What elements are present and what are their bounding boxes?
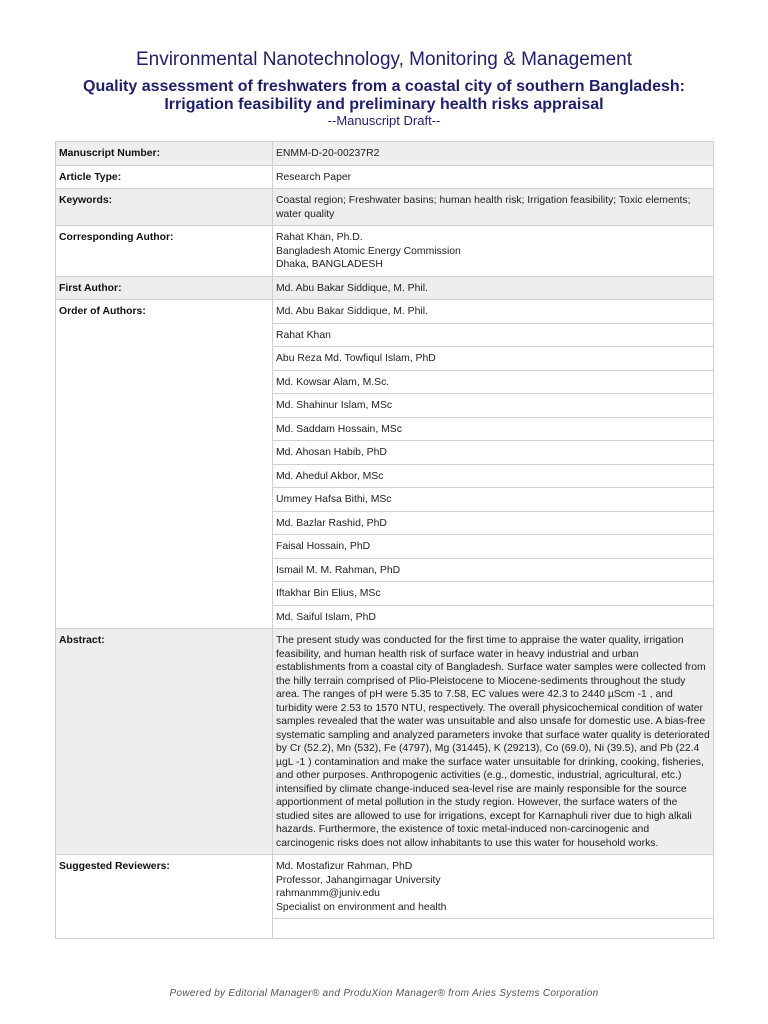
author-1: Md. Abu Bakar Siddique, M. Phil. <box>273 300 714 324</box>
title-line-2: Irrigation feasibility and preliminary health risks appraisal <box>164 96 604 113</box>
author-9: Ummey Hafsa Bithi, MSc <box>273 488 714 512</box>
label-article-type: Article Type: <box>56 165 273 189</box>
label-first-author: First Author: <box>56 276 273 300</box>
manuscript-metadata-table <box>55 141 714 939</box>
author-4: Md. Kowsar Alam, M.Sc. <box>273 370 714 394</box>
value-manuscript-number: ENMM-D-20-00237R2 <box>273 142 714 166</box>
label-manuscript-number: Manuscript Number: <box>56 142 273 166</box>
corresponding-author-name: Rahat Khan, Ph.D. <box>276 232 363 243</box>
author-8: Md. Ahedul Akbor, MSc <box>273 464 714 488</box>
reviewer-specialty: Specialist on environment and health <box>276 901 447 913</box>
manuscript-title <box>0 78 768 114</box>
reviewer-email: rahmanmm@juniv.edu <box>276 888 380 899</box>
label-abstract: Abstract: <box>56 629 273 855</box>
empty-cell <box>273 919 714 939</box>
reviewer-name: Md. Mostafizur Rahman, PhD <box>276 861 413 872</box>
author-7: Md. Ahosan Habib, PhD <box>273 441 714 465</box>
value-first-author: Md. Abu Bakar Siddique, M. Phil. <box>273 276 714 300</box>
label-keywords: Keywords: <box>56 189 273 226</box>
row-keywords <box>56 189 714 226</box>
row-corresponding-author <box>56 226 714 277</box>
document-header <box>0 48 768 128</box>
value-suggested-reviewers <box>273 855 714 919</box>
row-first-author <box>56 276 714 300</box>
row-order-of-authors <box>56 300 714 324</box>
row-manuscript-number <box>56 142 714 166</box>
value-abstract: The present study was conducted for the first time to appraise the water quality, irrigation feasibility, and human health risk of surface water in heavy industrial and urban establishments from a coastal city of Bangladesh. Surface water samples were collected from the hilly terrain comprised of Plio-Pleistocene to Miocene-sediments throughout the study area. The ranges of pH were 5.35 to 7.58, EC values were 42.3 to 2440 µScm -1 , and turbidity were 2.53 to 1570 NTU, respectively. The overall physicochemical condition of water samples revealed that the water was unsuitable and also unsafe for domestic use. A bias-free systematic sampling and analyzed parameters invoke that surface water quality is deteriorated by Cr (52.2), Mn (532), Fe (4797), Mg (31445), K (29213), Co (69.0), Ni (39.5), and Pb (22.4 µgL -1 ) contamination and make the surface water unsuitable for drinking, cooking, fisheries, and other purposes. Anthropogenic activities (e.g., domestic, industrial, agricultural, etc.) intensified by climate change-induced sea-level rise are mainly responsible for the source apportionment of metal pollution in the study region. However, the surface waters of the studied sites are allowed to use for irrigations, except for Karnaphuli river due to high alkali hazards. Furthermore, the existence of toxic metal-induced non-carcinogenic and carcinogenic risks does not allow inhabitants to use this water for household works. <box>273 629 714 855</box>
label-corresponding-author: Corresponding Author: <box>56 226 273 277</box>
label-suggested-reviewers: Suggested Reviewers: <box>56 855 273 939</box>
value-corresponding-author <box>273 226 714 277</box>
reviewer-position: Professor, Jahangirnagar University <box>276 874 441 886</box>
draft-label: --Manuscript Draft-- <box>327 113 441 128</box>
corresponding-author-institution: Bangladesh Atomic Energy Commission <box>276 245 461 257</box>
page-footer: Powered by Editorial Manager® and ProduXion Manager® from Aries Systems Corporation <box>169 988 599 999</box>
journal-name: Environmental Nanotechnology, Monitoring & Management <box>135 49 633 70</box>
value-keywords: Coastal region; Freshwater basins; human health risk; Irrigation feasibility; Toxic elements; water quality <box>273 189 714 226</box>
author-11: Faisal Hossain, PhD <box>273 535 714 559</box>
value-article-type: Research Paper <box>273 165 714 189</box>
row-article-type <box>56 165 714 189</box>
corresponding-author-location: Dhaka, BANGLADESH <box>276 259 383 270</box>
author-2: Rahat Khan <box>273 323 714 347</box>
title-line-1: Quality assessment of freshwaters from a coastal city of southern Bangladesh: <box>83 78 685 95</box>
row-abstract <box>56 629 714 855</box>
author-3: Abu Reza Md. Towfiqul Islam, PhD <box>273 347 714 371</box>
author-12: Ismail M. M. Rahman, PhD <box>273 558 714 582</box>
author-6: Md. Saddam Hossain, MSc <box>273 417 714 441</box>
author-14: Md. Saiful Islam, PhD <box>273 605 714 629</box>
author-13: Iftakhar Bin Elius, MSc <box>273 582 714 606</box>
row-suggested-reviewers <box>56 855 714 919</box>
label-order-of-authors: Order of Authors: <box>56 300 273 629</box>
author-5: Md. Shahinur Islam, MSc <box>273 394 714 418</box>
author-10: Md. Bazlar Rashid, PhD <box>273 511 714 535</box>
